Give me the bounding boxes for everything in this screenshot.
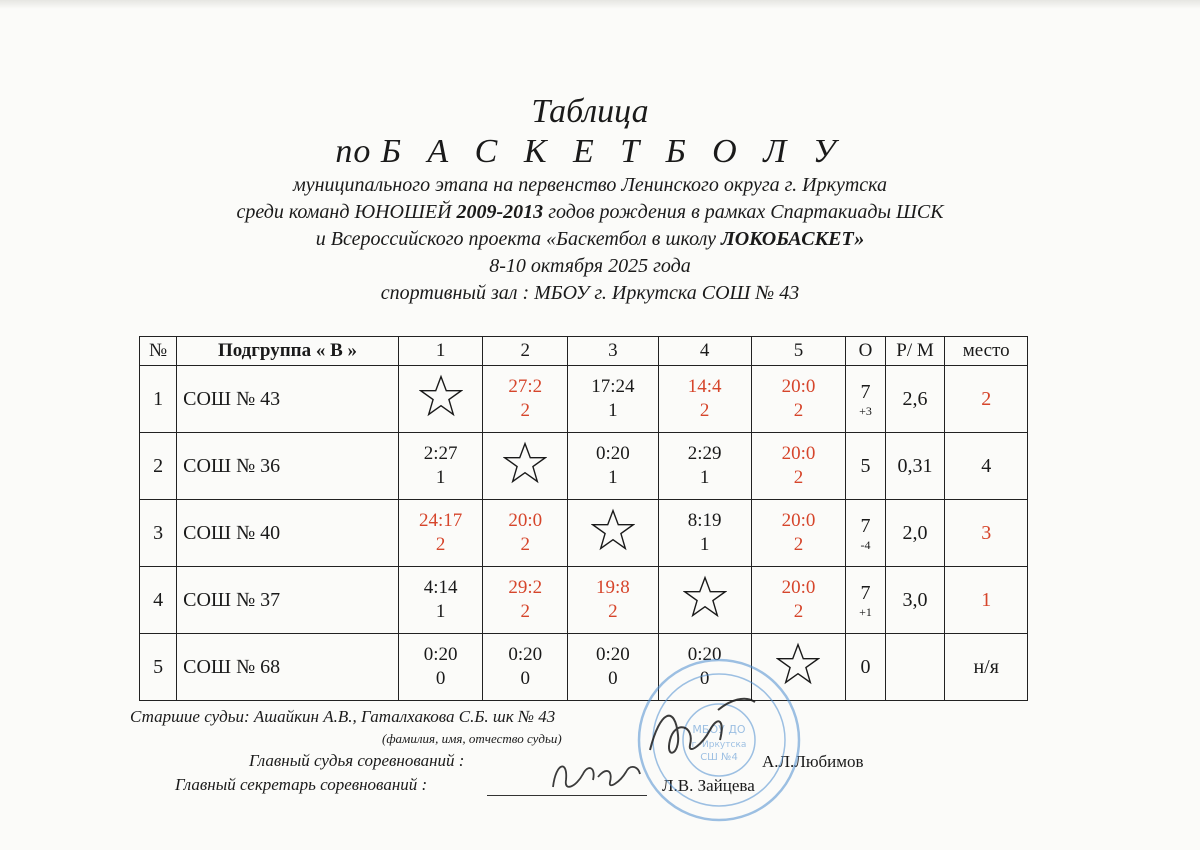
match-score: 14:4 <box>687 376 722 397</box>
total-points: 7 <box>860 581 871 604</box>
match-score: 19:8 <box>595 577 630 598</box>
total-points-cell <box>846 634 885 701</box>
total-points: 7 <box>860 380 871 403</box>
match-score: 0:20 <box>687 644 722 665</box>
scan-edge <box>0 0 1200 9</box>
row-number: 5 <box>140 634 177 701</box>
col-header-2: 2 <box>483 337 568 366</box>
match-result-cell <box>398 500 483 567</box>
subtitle-line-2-post: годов рождения в рамках Спартакиады ШСК <box>543 201 944 223</box>
sport-title <box>0 132 1180 172</box>
match-points: 0 <box>608 668 618 689</box>
subtitle-line-2-pre: среди команд ЮНОШЕЙ <box>236 201 457 223</box>
self-match-cell <box>658 567 751 634</box>
col-header-subgroup: Подгруппа « В » <box>177 337 399 366</box>
star-icon <box>503 441 547 485</box>
senior-judges-note: (фамилия, имя, отчество судьи) <box>382 731 562 746</box>
match-score: 27:2 <box>508 376 543 397</box>
match-score: 24:17 <box>419 510 463 531</box>
chief-judge-name: А.Л.Любимов <box>762 752 864 771</box>
ratio-value: 2,0 <box>885 500 945 567</box>
chief-judge-label: Главный судья соревнований : <box>249 751 465 770</box>
match-score: 2:29 <box>687 443 722 464</box>
match-score: 20:0 <box>508 510 543 531</box>
subtitle-line-2 <box>0 199 1180 226</box>
match-points: 1 <box>699 467 710 488</box>
match-score: 20:0 <box>781 376 816 397</box>
match-result-cell <box>658 366 751 433</box>
match-points: 1 <box>608 400 618 421</box>
col-header-4: 4 <box>658 337 751 366</box>
match-points: 2 <box>793 534 804 555</box>
match-result-cell <box>751 567 846 634</box>
place-value: 1 <box>945 567 1028 634</box>
total-points: 0 <box>860 655 871 678</box>
chief-secretary-label: Главный секретарь соревнований : <box>175 775 428 794</box>
points-diff: -4 <box>860 537 871 552</box>
total-points: 5 <box>860 454 871 477</box>
match-score: 4:14 <box>423 577 458 598</box>
row-number: 3 <box>140 500 177 567</box>
match-score: 0:20 <box>508 644 543 665</box>
match-points: 1 <box>435 601 446 622</box>
col-header-num: № <box>140 337 177 366</box>
match-score: 0:20 <box>595 644 630 665</box>
match-points: 2 <box>520 534 530 555</box>
project-name: ЛОКОБАСКЕТ» <box>721 228 865 250</box>
place-value: 4 <box>945 433 1028 500</box>
match-result-cell <box>567 567 658 634</box>
svg-text:МБОУ ДО: МБОУ ДО <box>692 723 746 736</box>
match-score: 8:19 <box>687 510 722 531</box>
team-name: СОШ № 36 <box>177 433 399 500</box>
table-row <box>140 500 1028 567</box>
match-points: 2 <box>793 601 804 622</box>
sport-prefix: по <box>335 133 372 170</box>
match-score: 20:0 <box>781 510 816 531</box>
birth-years: 2009-2013 <box>456 201 544 223</box>
match-points: 2 <box>520 601 530 622</box>
table-header-row <box>140 337 1028 366</box>
place-value: н/я <box>945 634 1028 701</box>
subtitle-line-3-pre: и Всероссийского проекта «Баскетбол в школу <box>315 228 721 250</box>
senior-judges: Старшие судьи: Ашайкин А.В., Гаталхакова С.Б. шк № 43 <box>130 707 556 726</box>
place-value: 3 <box>945 500 1028 567</box>
total-points-cell <box>846 500 885 567</box>
col-header-1: 1 <box>398 337 483 366</box>
row-number: 4 <box>140 567 177 634</box>
team-name: СОШ № 40 <box>177 500 399 567</box>
ratio-value: 3,0 <box>885 567 945 634</box>
place-value: 2 <box>945 366 1028 433</box>
self-match-cell <box>483 433 568 500</box>
table-row <box>140 433 1028 500</box>
match-score: 2:27 <box>423 443 458 464</box>
match-points: 1 <box>699 534 710 555</box>
event-dates: 8-10 октября 2025 года <box>489 255 691 277</box>
match-score: 17:24 <box>591 376 635 397</box>
ratio-value <box>885 634 945 701</box>
match-result-cell <box>751 366 846 433</box>
ratio-value: 0,31 <box>885 433 945 500</box>
row-number: 1 <box>140 366 177 433</box>
col-header-points: О <box>846 337 885 366</box>
document-header <box>0 92 1180 307</box>
match-points: 2 <box>793 467 804 488</box>
match-points: 2 <box>608 601 618 622</box>
match-result-cell <box>483 500 568 567</box>
table-body <box>140 366 1028 701</box>
table-row <box>140 634 1028 701</box>
match-points: 0 <box>520 668 530 689</box>
match-result-cell <box>483 567 568 634</box>
match-result-cell <box>398 433 483 500</box>
team-name: СОШ № 43 <box>177 366 399 433</box>
match-result-cell <box>567 366 658 433</box>
match-points: 1 <box>435 467 446 488</box>
match-points: 0 <box>699 668 710 689</box>
match-result-cell <box>398 634 483 701</box>
chief-secretary-name: Л.В. Зайцева <box>662 776 755 795</box>
match-result-cell <box>483 634 568 701</box>
col-header-ratio: Р/ М <box>885 337 945 366</box>
star-icon <box>683 575 727 619</box>
sport-name: Б А С К Е Т Б О Л У <box>380 133 845 170</box>
ratio-value: 2,6 <box>885 366 945 433</box>
table-row <box>140 366 1028 433</box>
team-name: СОШ № 68 <box>177 634 399 701</box>
total-points-cell <box>846 433 885 500</box>
match-points: 2 <box>435 534 446 555</box>
match-result-cell <box>483 366 568 433</box>
match-points: 1 <box>608 467 618 488</box>
total-points: 7 <box>860 514 871 537</box>
total-points-cell <box>846 366 885 433</box>
match-result-cell <box>658 433 751 500</box>
star-icon <box>591 508 635 552</box>
table-row <box>140 567 1028 634</box>
match-points: 2 <box>520 400 530 421</box>
event-venue: спортивный зал : МБОУ г. Иркутска СОШ № 43 <box>380 282 800 304</box>
team-name: СОШ № 37 <box>177 567 399 634</box>
subtitle-line-3 <box>0 226 1180 253</box>
match-score: 0:20 <box>423 644 458 665</box>
match-result-cell <box>658 500 751 567</box>
chief-secretary-signature <box>548 752 643 797</box>
points-diff: +3 <box>859 403 872 418</box>
match-result-cell <box>751 500 846 567</box>
match-score: 20:0 <box>781 577 816 598</box>
total-points-cell <box>846 567 885 634</box>
match-points: 2 <box>793 400 804 421</box>
subtitle-line-1: муниципального этапа на первенство Ленинского округа г. Иркутска <box>292 174 888 196</box>
document-title: Таблица <box>531 93 649 130</box>
self-match-cell <box>567 500 658 567</box>
svg-text:г. Иркутска: г. Иркутска <box>691 740 747 750</box>
match-result-cell <box>751 433 846 500</box>
col-header-place: место <box>945 337 1028 366</box>
chief-judge-signature <box>640 690 760 770</box>
self-match-cell <box>398 366 483 433</box>
points-diff: +1 <box>859 604 872 619</box>
match-points: 2 <box>699 400 710 421</box>
col-header-5: 5 <box>751 337 846 366</box>
svg-text:СШ №4: СШ №4 <box>700 752 738 763</box>
match-result-cell <box>567 433 658 500</box>
standings-table <box>139 336 1028 701</box>
row-number: 2 <box>140 433 177 500</box>
match-score: 0:20 <box>595 443 630 464</box>
match-result-cell <box>398 567 483 634</box>
star-icon <box>419 374 463 418</box>
match-score: 29:2 <box>508 577 543 598</box>
match-score: 20:0 <box>781 443 816 464</box>
col-header-3: 3 <box>567 337 658 366</box>
match-points: 0 <box>435 668 446 689</box>
